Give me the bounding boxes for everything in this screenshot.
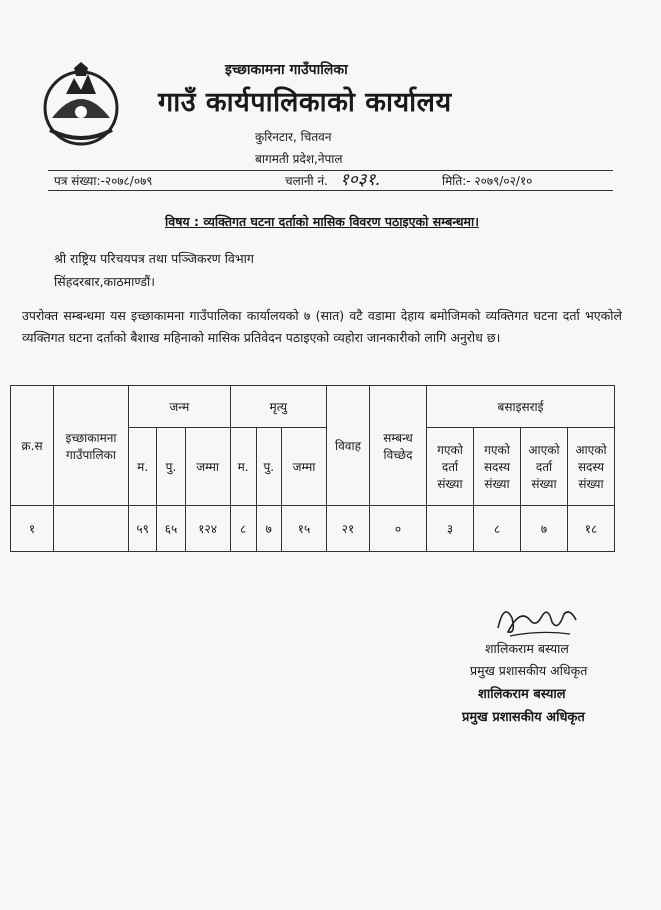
letter-number: पत्र संख्या:-२०७८/०७९	[54, 174, 153, 188]
recipient-line-1: श्री राष्ट्रिय परिचयपत्र तथा पञ्जिकरण विभाग	[54, 251, 254, 266]
address-line-2: बागमती प्रदेश,नेपाल	[255, 152, 343, 166]
cell-birth-female: ५९	[129, 506, 157, 552]
office-title: गाउँ कार्यपालिकाको कार्यालय	[158, 87, 452, 118]
table-subheader-in-reg: आएको दर्ता संख्या	[521, 428, 568, 506]
signatory-title-handwritten: प्रमुख प्रशासकीय अधिकृत	[470, 663, 588, 678]
cell-death-total: १५	[281, 506, 326, 552]
org-name-small: इच्छाकामना गाउँपालिका	[225, 62, 348, 78]
subject-line: विषय : व्यक्तिगत घटना दर्ताको मासिक विवरण पठाइएको सम्बन्धमा।	[165, 214, 479, 229]
cell-death-male: ७	[256, 506, 281, 552]
table-subheader-female: म.	[129, 428, 157, 506]
cell-out-reg: ३	[427, 506, 474, 552]
signatory-title: प्रमुख प्रशासकीय अधिकृत	[462, 710, 585, 725]
table-subheader-in-members: आएको सदस्य संख्या	[568, 428, 615, 506]
table-header-sn: क्र.स	[11, 386, 54, 506]
letter-date: मिति:- २०७९/०२/१०	[442, 174, 533, 188]
vital-events-table	[10, 385, 615, 552]
address-line-1: कुरिनटार, चितवन	[255, 130, 332, 144]
signatory-name: शालिकराम बस्याल	[478, 687, 566, 702]
table-header-death: मृत्यु	[230, 386, 326, 428]
table-subheader-total: जम्मा	[185, 428, 230, 506]
dispatch-label: चलानी नं.	[285, 174, 328, 188]
cell-death-female: ८	[230, 506, 256, 552]
table-header-divorce: सम्बन्ध विच्छेद	[370, 386, 427, 506]
table-header-marriage: विवाह	[327, 386, 370, 506]
cell-in-reg: ७	[521, 506, 568, 552]
cell-in-members: १८	[568, 506, 615, 552]
cell-birth-male: ६५	[157, 506, 185, 552]
divider	[48, 190, 613, 191]
cell-out-members: ८	[474, 506, 521, 552]
table-subheader-out-members: गएको सदस्य संख्या	[474, 428, 521, 506]
cell-birth-total: १२४	[185, 506, 230, 552]
table-subheader-male: पु.	[256, 428, 281, 506]
table-subheader-female: म.	[230, 428, 256, 506]
table-header-migration: बसाइसराई	[427, 386, 615, 428]
table-header-birth: जन्म	[129, 386, 231, 428]
nepal-emblem-icon	[38, 60, 124, 146]
table-subheader-out-reg: गएको दर्ता संख्या	[427, 428, 474, 506]
recipient-line-2: सिंहदरबार,काठमाण्डौं।	[54, 274, 155, 289]
table-header-local: इच्छाकामना गाउँपालिका	[54, 386, 129, 506]
signature-scribble	[490, 598, 580, 642]
cell-sn: १	[11, 506, 54, 552]
table-subheader-total: जम्मा	[281, 428, 326, 506]
table-row	[11, 506, 615, 552]
signatory-name-handwritten: शालिकराम बस्याल	[485, 641, 569, 656]
dispatch-number: १०३१.	[340, 170, 381, 190]
cell-divorce: ०	[370, 506, 427, 552]
table-subheader-male: पु.	[157, 428, 185, 506]
body-paragraph: उपरोक्त सम्बन्धमा यस इच्छाकामना गाउँपालिका कार्यालयको ७ (सात) वटै वडामा देहाय बमोजिमको व्यक्तिगत घटना दर्ता भएकोले व्यक्तिगत घटना दर्ताको बैशाख महिनाको मासिक प्रतिवेदन पठाइएको व्यहोरा जानकारीको लागि अनुरोध छ।	[22, 308, 622, 345]
divider	[48, 170, 613, 171]
cell-marriage: २१	[327, 506, 370, 552]
cell-local	[54, 506, 129, 552]
